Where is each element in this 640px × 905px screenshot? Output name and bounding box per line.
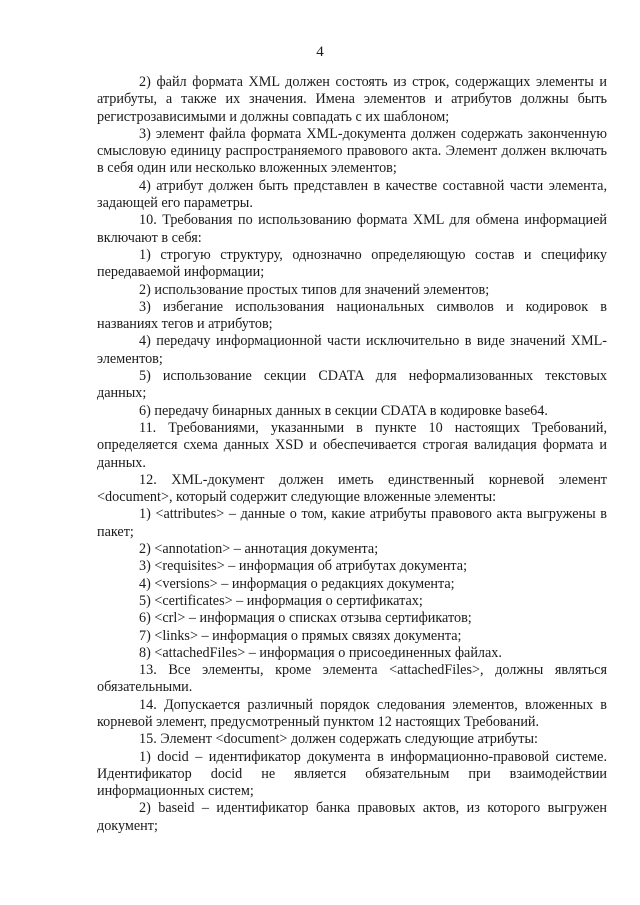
paragraph: 8) <attachedFiles> – информация о присоединенных файлах. bbox=[139, 644, 502, 661]
paragraph: 2) baseid – идентификатор банка правовых актов, из которого выгружен документ; bbox=[97, 800, 607, 834]
paragraph: 13. Все элементы, кроме элемента <attachedFiles>, должны являться обязательными. bbox=[97, 662, 607, 696]
paragraph: 11. Требованиями, указанными в пункте 10 настоящих Требований, определяется схема данных XSD и обеспечивается строгая валидация формата и данных. bbox=[97, 419, 607, 471]
paragraph: 2) <annotation> – аннотация документа; bbox=[139, 541, 379, 558]
paragraph: 4) <versions> – информация о редакциях документа; bbox=[139, 575, 455, 592]
document-body bbox=[97, 74, 607, 835]
paragraph: 6) передачу бинарных данных в секции CDATA в кодировке base64. bbox=[139, 402, 548, 419]
paragraph: 15. Элемент <document> должен содержать следующие атрибуты: bbox=[139, 731, 538, 748]
paragraph: 5) использование секции CDATA для неформализованных текстовых данных; bbox=[97, 368, 607, 402]
paragraph: 3) избегание использования национальных символов и кодировок в названиях тегов и атрибутов; bbox=[97, 298, 607, 333]
paragraph: 4) атрибут должен быть представлен в качестве составной части элемента, задающей его параметры. bbox=[97, 177, 607, 212]
paragraph: 4) передачу информационной части исключительно в виде значений XML-элементов; bbox=[97, 333, 607, 367]
paragraph: 1) строгую структуру, однозначно определяющую состав и специфику передаваемой информации; bbox=[97, 246, 607, 281]
paragraph: 1) docid – идентификатор документа в информационно-правовой системе. Идентификатор docid не является обязательным при взаимодействии информационных систем; bbox=[97, 748, 607, 800]
paragraph: 3) <requisites> – информация об атрибутах документа; bbox=[139, 558, 468, 575]
paragraph: 7) <links> – информация о прямых связях документа; bbox=[139, 627, 462, 644]
paragraph: 6) <crl> – информация о списках отзыва сертификатов; bbox=[139, 610, 472, 627]
paragraph: 12. XML-документ должен иметь единственный корневой элемент <document>, который содержит следующие вложенные элементы: bbox=[97, 471, 607, 506]
paragraph: 14. Допускается различный порядок следования элементов, вложенных в корневой элемент, предусмотренный пунктом 12 настоящих Требований. bbox=[97, 696, 607, 730]
paragraph: 2) использование простых типов для значений элементов; bbox=[139, 281, 490, 298]
paragraph: 10. Требования по использованию формата XML для обмена информацией включают в себя: bbox=[97, 212, 607, 246]
paragraph: 5) <certificates> – информация о сертификатах; bbox=[139, 592, 423, 609]
paragraph: 2) файл формата XML должен состоять из строк, содержащих элементы и атрибуты, а также их значения. Имена элементов и атрибутов должны быть регистрозависимыми и должны совпадать с их шаблоном; bbox=[97, 74, 607, 125]
paragraph: 1) <attributes> – данные о том, какие атрибуты правового акта выгружены в пакет; bbox=[97, 506, 607, 540]
page-number: 4 bbox=[316, 44, 324, 60]
paragraph: 3) элемент файла формата XML-документа должен содержать законченную смысловую единицу распространяемого правового акта. Элемент должен включать в себя один или несколько вложенных элементов; bbox=[97, 125, 607, 177]
